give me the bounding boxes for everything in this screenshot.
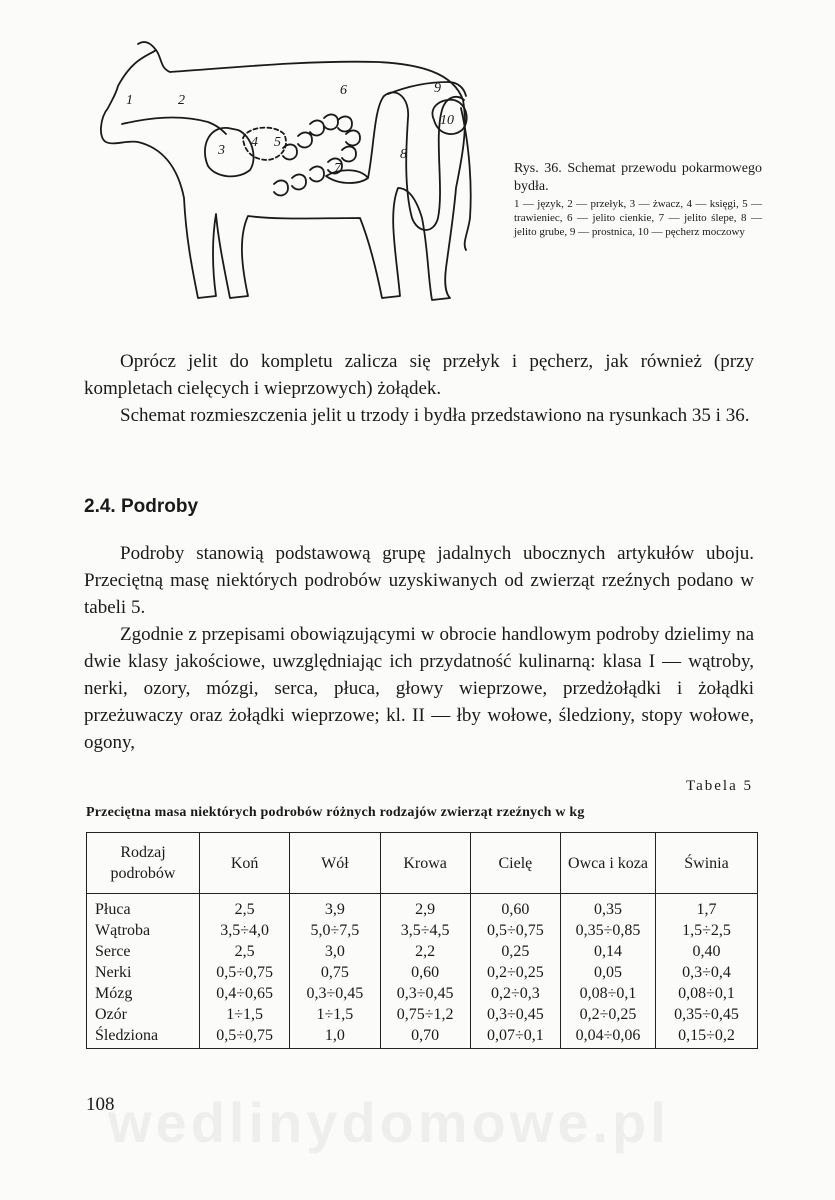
figure-label-8: 8 [400, 147, 407, 162]
figure-label-2: 2 [178, 93, 185, 108]
figure-caption-legend: 1 — język, 2 — przełyk, 3 — żwacz, 4 — księgi, 5 — trawieniec, 6 — jelito cienkie, 7 — jelito ślepe, 8 — jelito grube, 9 — prostnica, 10 — pęcherz moczowy [514, 198, 762, 238]
table-title: Przeciętna masa niektórych podrobów różnych rodzajów zwierząt rzeźnych w kg [86, 805, 585, 820]
table-cell: 1,5÷2,5 [656, 920, 758, 941]
table-cell: 0,5÷0,75 [200, 962, 290, 983]
table-header-cell: Rodzaj podrobów [87, 833, 200, 894]
table-cell: 0,60 [380, 962, 470, 983]
section-heading: 2.4. Podroby [84, 496, 199, 517]
cattle-outline-drawing [78, 38, 498, 318]
table-cell: Nerki [87, 962, 200, 983]
table-cell: 3,5÷4,5 [380, 920, 470, 941]
table-cell: 2,5 [200, 894, 290, 921]
table-cell: 0,75÷1,2 [380, 1004, 470, 1025]
paragraph-scheme-text: Schemat rozmieszczenia jelit u trzody i bydła przedstawiono na rysunkach 35 i 36. [120, 405, 750, 426]
table-row [87, 941, 758, 962]
table-cell: 1,0 [290, 1025, 380, 1049]
cattle-digestive-diagram [78, 38, 498, 318]
table-header-cell: Wół [290, 833, 380, 894]
table-cell: 0,04÷0,06 [561, 1025, 656, 1049]
table-row [87, 920, 758, 941]
table-header-cell: Cielę [470, 833, 560, 894]
table-cell: Serce [87, 941, 200, 962]
table-cell: 0,08÷0,1 [561, 983, 656, 1004]
paragraph-scheme [84, 402, 754, 429]
table-cell: 0,14 [561, 941, 656, 962]
table-cell: 3,9 [290, 894, 380, 921]
table-cell: Płuca [87, 894, 200, 921]
table-label: Tabela 5 [685, 778, 753, 794]
table-cell: 0,5÷0,75 [200, 1025, 290, 1049]
table-cell: 0,3÷0,45 [470, 1004, 560, 1025]
table-header-row [87, 833, 758, 894]
table-row [87, 1004, 758, 1025]
table-cell: 0,75 [290, 962, 380, 983]
table-cell: 0,4÷0,65 [200, 983, 290, 1004]
table-cell: 3,0 [290, 941, 380, 962]
paragraph-offal-intro [84, 540, 754, 621]
table-cell: 1÷1,5 [200, 1004, 290, 1025]
watermark: wedlinydomowe.pl [108, 1091, 670, 1154]
table-cell: Ozór [87, 1004, 200, 1025]
figure-label-5: 5 [274, 135, 281, 150]
paragraph-intestines [84, 348, 754, 402]
table-header-cell: Koń [200, 833, 290, 894]
paragraph-offal-classes-text: Zgodnie z przepisami obowiązującymi w obrocie handlowym podroby dzielimy na dwie klasy jakościowe, uwzględniając ich przydatność kulinarną: klasa I — wątroby, nerki, ozory, mózgi, serca, płuca, głowy wieprzowe, przedżołądki i żołądki przeżuwaczy oraz żołądki wieprzowe; kl. II — łby wołowe, śledziony, stopy wołowe, ogony, [84, 624, 754, 753]
table-row [87, 894, 758, 921]
figure-label-9: 9 [434, 81, 441, 96]
table-cell: Śledziona [87, 1025, 200, 1049]
table-cell: 0,15÷0,2 [656, 1025, 758, 1049]
table-row [87, 1025, 758, 1049]
figure-label-7: 7 [334, 161, 341, 176]
table-row [87, 983, 758, 1004]
table-cell: 0,07÷0,1 [470, 1025, 560, 1049]
table-cell: 2,2 [380, 941, 470, 962]
table-cell: Mózg [87, 983, 200, 1004]
table-header-cell: Krowa [380, 833, 470, 894]
cecum-shape [326, 170, 368, 183]
table-cell: 0,3÷0,45 [290, 983, 380, 1004]
table-cell: 0,05 [561, 962, 656, 983]
table-cell: 0,2÷0,25 [470, 962, 560, 983]
table-cell: 0,2÷0,3 [470, 983, 560, 1004]
table-row [87, 962, 758, 983]
table-cell: 0,70 [380, 1025, 470, 1049]
table-cell: 5,0÷7,5 [290, 920, 380, 941]
esophagus-path [122, 118, 226, 134]
table-cell: 1÷1,5 [290, 1004, 380, 1025]
paragraph-offal-classes [84, 621, 754, 756]
figure-caption-title: Rys. 36. Schemat przewodu pokarmowego bydła. [514, 161, 762, 194]
figure-label-4: 4 [251, 135, 258, 150]
table-cell: 0,08÷0,1 [656, 983, 758, 1004]
table-cell: 0,35÷0,85 [561, 920, 656, 941]
offal-mass-table [86, 832, 758, 1049]
table-cell: 0,35 [561, 894, 656, 921]
table-cell: 0,60 [470, 894, 560, 921]
table-cell: Wątroba [87, 920, 200, 941]
rumen-shape [205, 128, 254, 177]
table-cell: 0,25 [470, 941, 560, 962]
table-cell: 0,2÷0,25 [561, 1004, 656, 1025]
table-cell: 0,3÷0,45 [380, 983, 470, 1004]
table-cell: 2,5 [200, 941, 290, 962]
figure-label-6: 6 [340, 83, 347, 98]
paragraph-offal-intro-text: Podroby stanowią podstawową grupę jadalnych ubocznych artykułów uboju. Przeciętną masę niektórych podrobów uzyskiwanych od zwierząt rzeźnych podano w tabeli 5. [84, 543, 754, 618]
figure-label-1: 1 [126, 93, 133, 108]
figure-caption [514, 160, 762, 239]
page-number: 108 [86, 1094, 115, 1115]
table-cell: 2,9 [380, 894, 470, 921]
paragraph-intestines-text: Oprócz jelit do kompletu zalicza się przełyk i pęcherz, jak również (przy kompletach cielęcych i wieprzowych) żołądek. [84, 351, 754, 399]
table-cell: 3,5÷4,0 [200, 920, 290, 941]
table-cell: 0,40 [656, 941, 758, 962]
figure-label-10: 10 [440, 113, 454, 128]
figure-label-3: 3 [218, 143, 225, 158]
table-cell: 1,7 [656, 894, 758, 921]
table-cell: 0,35÷0,45 [656, 1004, 758, 1025]
table-header-cell: Świnia [656, 833, 758, 894]
table-cell: 0,3÷0,4 [656, 962, 758, 983]
table-header-cell: Owca i koza [561, 833, 656, 894]
table-cell: 0,5÷0,75 [470, 920, 560, 941]
